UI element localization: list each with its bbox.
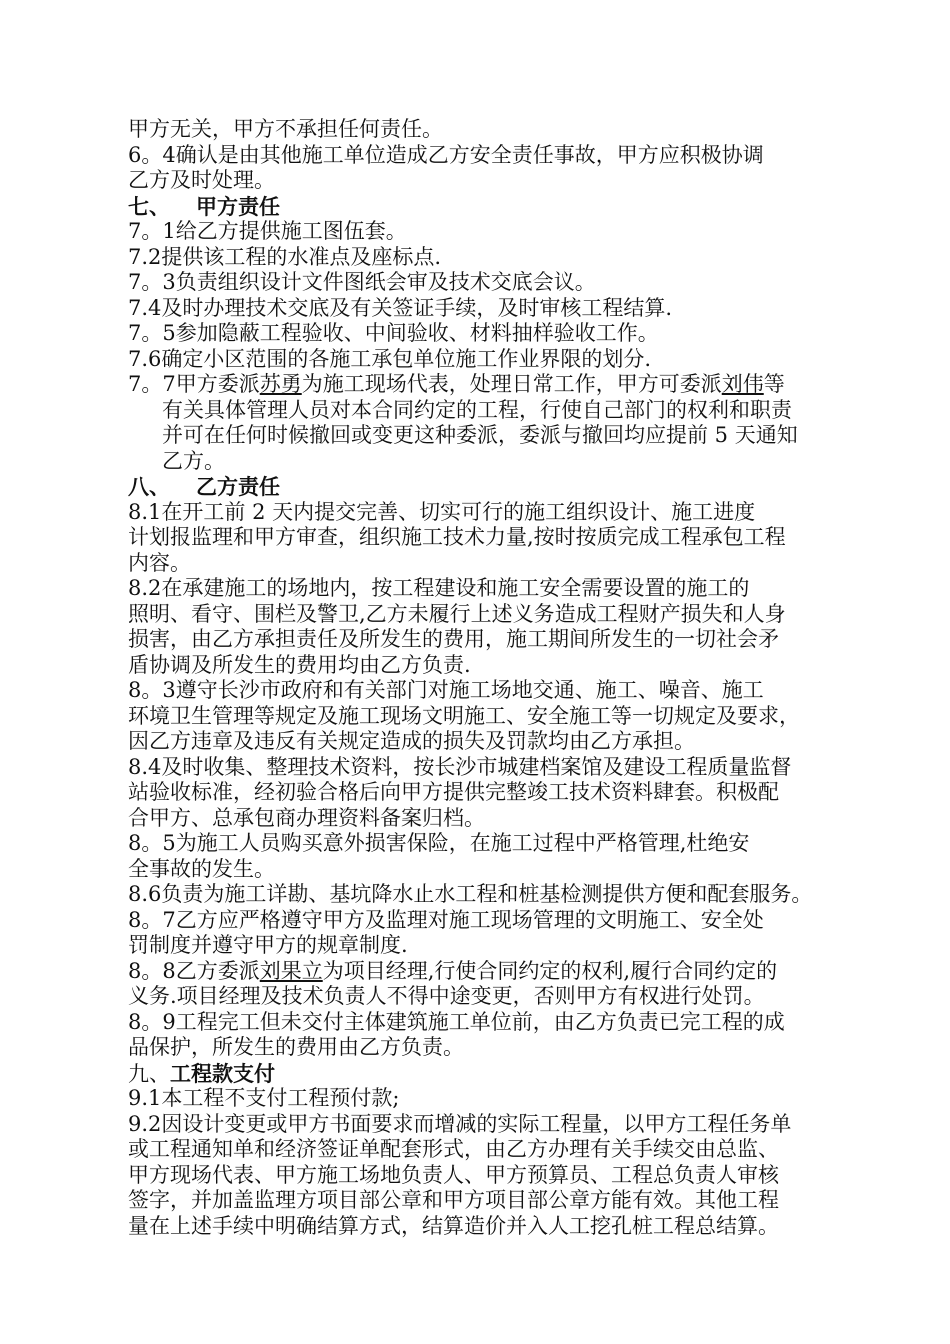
text-line: 8。7乙方应严格遵守甲方及监理对施工现场管理的文明施工、安全处: [128, 907, 764, 932]
section-number: 八、: [128, 474, 170, 499]
text-fragment: 7。7甲方委派: [128, 372, 260, 396]
section-heading-9: [128, 1061, 854, 1087]
text-line: 有关具体管理人员对本合同约定的工程，行使自己部门的权利和职责: [162, 397, 792, 422]
text-line: 9.1本工程不支付工程预付款;: [128, 1086, 400, 1110]
text-line: 7。3负责组织设计文件图纸会审及技术交底会议。: [128, 270, 596, 294]
text-line: 或工程通知单和经济签证单配套形式，由乙方办理有关手续交由总监、: [128, 1137, 779, 1161]
text-fragment: 为施工现场代表，处理日常工作，甲方可委派: [301, 372, 722, 396]
text-line: [128, 372, 854, 398]
text-line: 签字，并加盖监理方项目部公章和甲方项目部公章方能有效。其他工程: [128, 1188, 779, 1212]
text-line: 量在上述手续中明确结算方式，结算造价并入人工挖孔桩工程总结算。: [128, 1213, 779, 1238]
text-line: 义务.项目经理及技术负责人不得中途变更，否则甲方有权进行处罚。: [128, 984, 765, 1008]
section-number: 七、: [128, 193, 170, 219]
text-line: 8.1在开工前 2 天内提交完善、切实可行的施工组织设计、施工进度: [128, 499, 756, 524]
text-line: 7.6确定小区范围的各施工承包单位施工作业界限的划分.: [128, 346, 652, 371]
text-line: 甲方无关，甲方不承担任何责任。: [128, 117, 443, 141]
text-line: 因乙方违章及违反有关规定造成的损失及罚款均由乙方承担。: [128, 729, 695, 753]
text-line: [128, 959, 854, 985]
project-manager-name: 刘果立: [259, 958, 323, 983]
section-number: 九、: [128, 1061, 170, 1086]
text-line: 8.2在承建施工的场地内，按工程建设和施工安全需要设置的施工的: [128, 576, 750, 600]
text-fragment: 为项目经理,行使合同约定的权利,履行合同约定的: [322, 958, 778, 983]
text-line: 合甲方、总承包商办理资料备案归档。: [128, 805, 485, 830]
text-line: 品保护，所发生的费用由乙方负责。: [128, 1035, 464, 1059]
text-line: 照明、看守、围栏及警卫,乙方未履行上述义务造成工程财产损失和人身: [128, 601, 786, 626]
section-title: 乙方责任: [196, 474, 280, 499]
text-line: 乙方及时处理。: [128, 168, 275, 192]
text-line: 8.6负责为施工详勘、基坑降水止水工程和桩基检测提供方便和配套服务。: [128, 882, 813, 906]
text-line: 8.4及时收集、整理技术资料，按长沙市城建档案馆及建设工程质量监督: [128, 754, 792, 779]
text-fragment: 8。8乙方委派: [128, 958, 260, 983]
text-line: 计划报监理和甲方审查，组织施工技术力量,按时按质完成工程承包工程: [128, 525, 786, 549]
text-line: 7.4及时办理技术交底及有关签证手续，及时审核工程结算.: [128, 295, 673, 320]
text-line: 乙方。: [162, 448, 225, 473]
text-line: 罚制度并遵守甲方的规章制度.: [128, 933, 408, 957]
text-line: 8。3遵守长沙市政府和有关部门对施工场地交通、施工、噪音、施工: [128, 678, 764, 702]
text-line: 9.2因设计变更或甲方书面要求而增减的实际工程量，以甲方工程任务单: [128, 1111, 792, 1136]
text-line: 甲方现场代表、甲方施工场地负责人、甲方预算员、工程总负责人审核: [128, 1162, 779, 1187]
document-page: [128, 117, 854, 1239]
section-heading-8: [128, 474, 854, 500]
text-line: 盾协调及所发生的费用均由乙方负责.: [128, 652, 471, 677]
text-line: 损害，由乙方承担责任及所发生的费用，施工期间所发生的一切社会矛: [128, 627, 779, 651]
text-line: 7。1给乙方提供施工图伍套。: [128, 219, 407, 243]
manager-name: 刘伟: [721, 372, 764, 396]
representative-name: 苏勇: [259, 372, 302, 396]
section-title: 工程款支付: [170, 1060, 275, 1086]
text-fragment: 等: [763, 372, 785, 396]
text-line: 8。5为施工人员购买意外损害保险，在施工过程中严格管理,杜绝安: [128, 831, 750, 855]
text-line: 6。4确认是由其他施工单位造成乙方安全责任事故，甲方应积极协调: [128, 142, 764, 167]
section-heading-7: [128, 194, 854, 220]
text-line: 7.2提供该工程的水准点及座标点.: [128, 244, 442, 269]
text-line: 并可在任何时候撤回或变更这种委派，委派与撤回均应提前 5 天通知: [162, 423, 798, 447]
text-line: 7。5参加隐蔽工程验收、中间验收、材料抽样验收工作。: [128, 321, 659, 345]
text-line: 全事故的发生。: [128, 856, 275, 881]
text-line: 环境卫生管理等规定及施工现场文明施工、安全施工等一切规定及要求，: [128, 703, 800, 728]
text-line: 内容。: [128, 550, 191, 575]
text-line: 8。9工程完工但未交付主体建筑施工单位前，由乙方负责已完工程的成: [128, 1009, 785, 1034]
text-line: 站验收标准，经初验合格后向甲方提供完整竣工技术资料肆套。积极配: [128, 780, 779, 804]
section-title: 甲方责任: [196, 193, 280, 219]
